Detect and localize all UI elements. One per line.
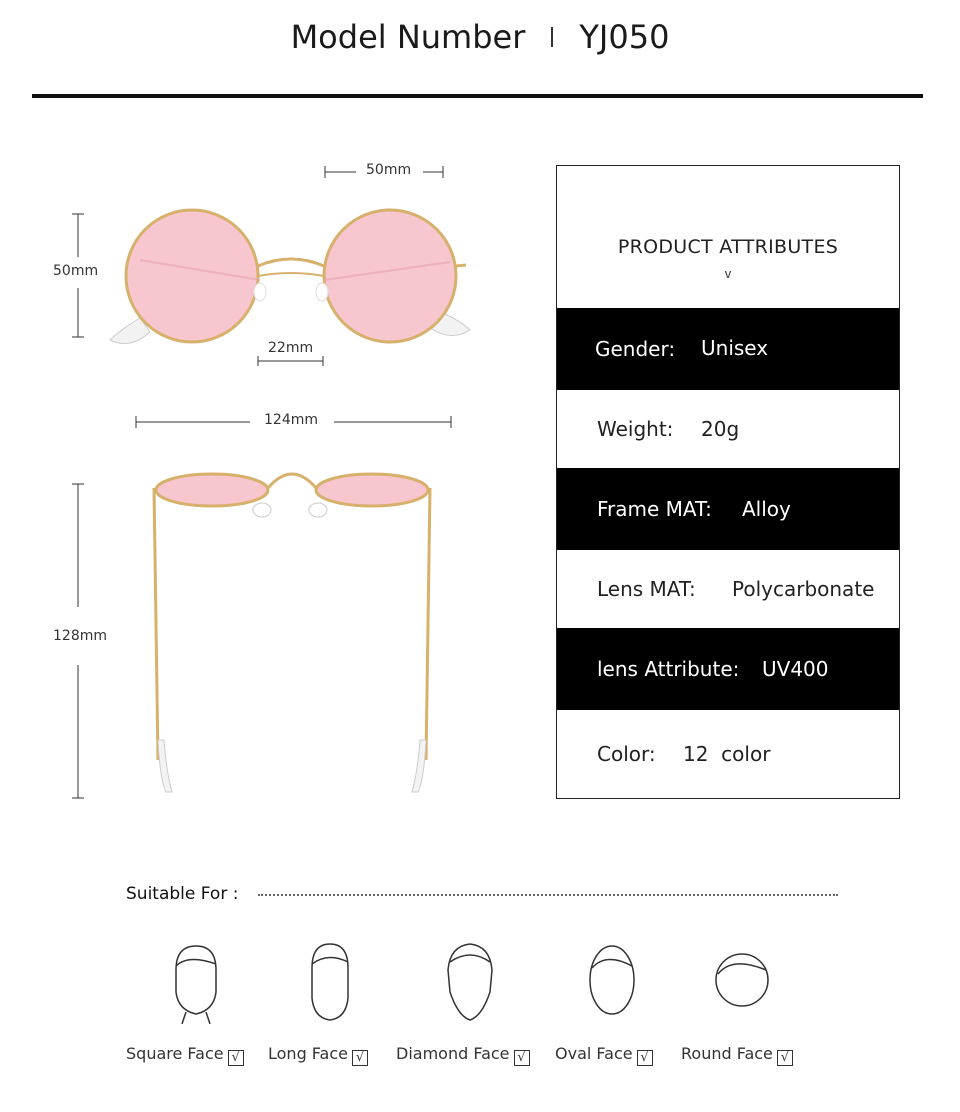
bridge-label: 22mm — [268, 340, 314, 356]
attributes-title: PRODUCT ATTRIBUTES — [617, 236, 839, 258]
checkbox-checked-icon[interactable]: √ — [777, 1050, 793, 1066]
glasses-front-image — [100, 200, 480, 360]
glasses-top-image — [140, 460, 440, 800]
checkbox-checked-icon[interactable]: √ — [352, 1050, 368, 1066]
checkbox-checked-icon[interactable]: √ — [228, 1050, 244, 1066]
checkbox-checked-icon[interactable]: √ — [514, 1050, 530, 1066]
suitable-for-label: Suitable For : — [126, 884, 239, 904]
attribute-value: Unisex — [701, 336, 769, 360]
attributes-header — [557, 166, 899, 308]
diamond-face-icon — [440, 940, 500, 1024]
chevron-down-icon: v — [724, 266, 732, 281]
attribute-key: lens Attribute: — [597, 657, 740, 681]
lens-width-label: 50mm — [366, 162, 412, 178]
square-face-icon — [168, 940, 224, 1024]
checkbox-checked-icon[interactable]: √ — [637, 1050, 653, 1066]
model-number-value: YJ050 — [579, 18, 670, 56]
face-option-round[interactable] — [681, 1044, 793, 1066]
attribute-row-lens-mat — [557, 550, 899, 628]
temple-length-label: 128mm — [53, 628, 107, 644]
attribute-row-frame-mat — [557, 468, 899, 550]
attribute-value: 12 color — [683, 742, 771, 766]
dotted-divider — [258, 894, 838, 896]
attribute-key: Weight: — [597, 417, 674, 441]
attribute-key: Frame MAT: — [597, 497, 712, 521]
product-attributes-panel — [556, 165, 900, 799]
attribute-row-gender — [557, 308, 899, 390]
oval-face-icon — [584, 940, 640, 1024]
header-separator — [551, 27, 553, 47]
attribute-value: Polycarbonate — [732, 577, 875, 601]
attribute-row-weight — [557, 390, 899, 468]
attribute-key: Gender: — [595, 337, 676, 361]
attribute-value: UV400 — [762, 657, 829, 681]
attribute-value: 20g — [701, 417, 740, 441]
attribute-row-lens-attribute — [557, 628, 899, 710]
face-option-square[interactable] — [126, 1044, 244, 1066]
attribute-row-color — [557, 710, 899, 798]
face-name: Oval Face — [555, 1044, 633, 1063]
lens-height-label: 50mm — [53, 263, 99, 279]
face-option-long[interactable] — [268, 1044, 368, 1066]
attribute-key: Color: — [597, 742, 656, 766]
face-name: Long Face — [268, 1044, 348, 1063]
face-option-oval[interactable] — [555, 1044, 653, 1066]
face-option-diamond[interactable] — [396, 1044, 530, 1066]
face-name: Diamond Face — [396, 1044, 510, 1063]
frame-width-label: 124mm — [264, 412, 318, 428]
face-name: Round Face — [681, 1044, 773, 1063]
model-number-label: Model Number — [290, 18, 526, 56]
long-face-icon — [302, 940, 358, 1024]
face-name: Square Face — [126, 1044, 224, 1063]
round-face-icon — [712, 940, 772, 1024]
attribute-key: Lens MAT: — [597, 577, 696, 601]
attribute-value: Alloy — [742, 497, 791, 521]
